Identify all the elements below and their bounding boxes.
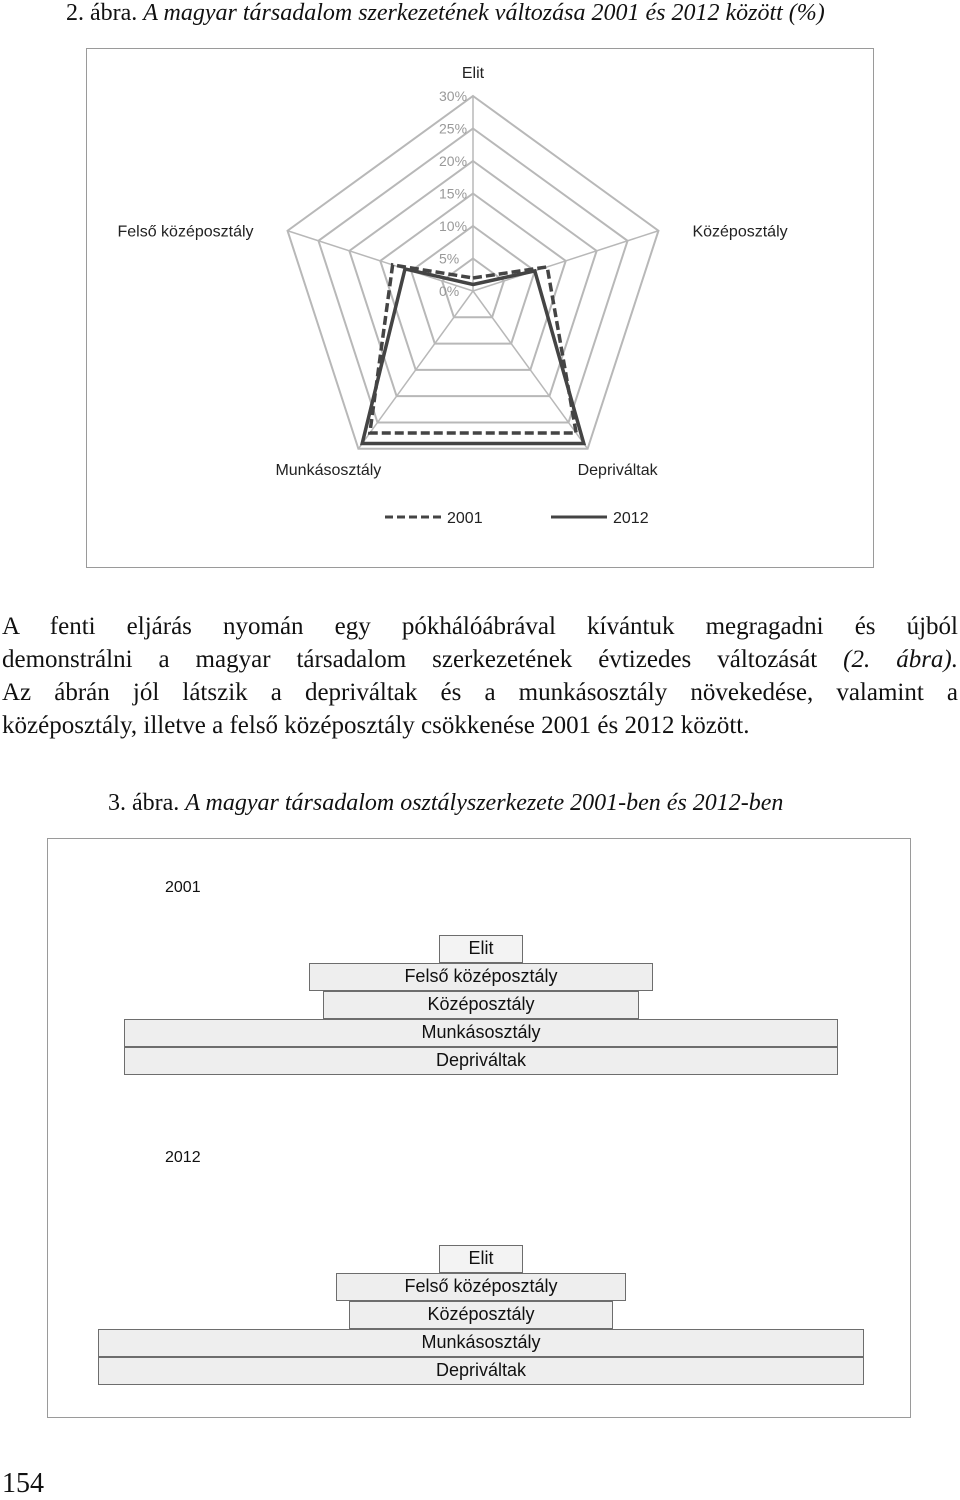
radar-spoke: [473, 231, 658, 291]
radar-chart: [87, 49, 873, 567]
body-line: [2, 643, 958, 676]
pyramid-bar: Elit: [439, 1245, 523, 1273]
radar-axis-label: Felső középosztály: [117, 223, 254, 241]
figure-ref: (2. ábra).: [843, 646, 958, 673]
radar-axis-label: Elit: [461, 65, 485, 82]
radar-tick-label: 5%: [439, 250, 460, 267]
body-line: A fenti eljárás nyomán egy pókhálóábrával kívántuk megragadni és újból: [2, 613, 958, 640]
body-line-text: demonstrálni a magyar társadalom szerkezetének évtizedes változását: [2, 646, 818, 673]
figure-2-number: 2. ábra.: [66, 0, 138, 26]
figure-2-title: A magyar társadalom szerkezetének változása 2001 és 2012 között (%): [143, 0, 825, 26]
pyramid-bar: Elit: [439, 935, 523, 963]
radar-tick-label: 20%: [439, 153, 468, 169]
figure-2-frame: [86, 48, 874, 568]
radar-tick-label: 0%: [439, 283, 460, 299]
radar-axis-label: Depriváltak: [577, 461, 658, 479]
legend-label-2012: 2012: [613, 510, 649, 527]
radar-tick-label: 25%: [439, 120, 468, 137]
pyramid-bar: Munkásosztály: [98, 1329, 864, 1357]
body-line: középosztály, illetve a felső középosztály csökkenése 2001 és 2012 között.: [2, 712, 750, 739]
radar-axis-label: Középosztály: [692, 223, 788, 241]
radar-axis-label: Munkásosztály: [275, 461, 382, 479]
radar-tick-label: 10%: [439, 218, 468, 234]
pyramid-bar: Középosztály: [323, 991, 640, 1019]
radar-tick-label: 30%: [439, 88, 468, 104]
pyramid-bar: Munkásosztály: [124, 1019, 837, 1047]
figure-2-caption: [66, 0, 960, 27]
body-line: Az ábrán jól látszik a depriváltak és a munkásosztály növekedése, valamint a: [2, 679, 958, 706]
figure-3-title: A magyar társadalom osztályszerkezete 2001-ben és 2012-ben: [185, 790, 784, 816]
legend-label-2001: 2001: [447, 510, 483, 527]
radar-series-2012: [362, 269, 584, 444]
figure-3-caption: [108, 790, 960, 817]
body-paragraph: [2, 610, 958, 742]
page-number: 154: [2, 1468, 44, 1499]
pyramid-year-label: 2012: [165, 1149, 201, 1166]
figure-3-number: 3. ábra.: [108, 790, 180, 816]
pyramid-year-label: 2001: [165, 879, 201, 896]
radar-tick-label: 15%: [439, 185, 468, 202]
pyramid-bar: Felső középosztály: [336, 1273, 627, 1301]
pyramid-bar: Középosztály: [349, 1301, 613, 1329]
figure-3-frame: [47, 838, 911, 1418]
pyramid-bar: Felső középosztály: [309, 963, 652, 991]
pyramid-bar: Depriváltak: [98, 1357, 864, 1385]
pyramid-bar: Depriváltak: [124, 1047, 837, 1075]
